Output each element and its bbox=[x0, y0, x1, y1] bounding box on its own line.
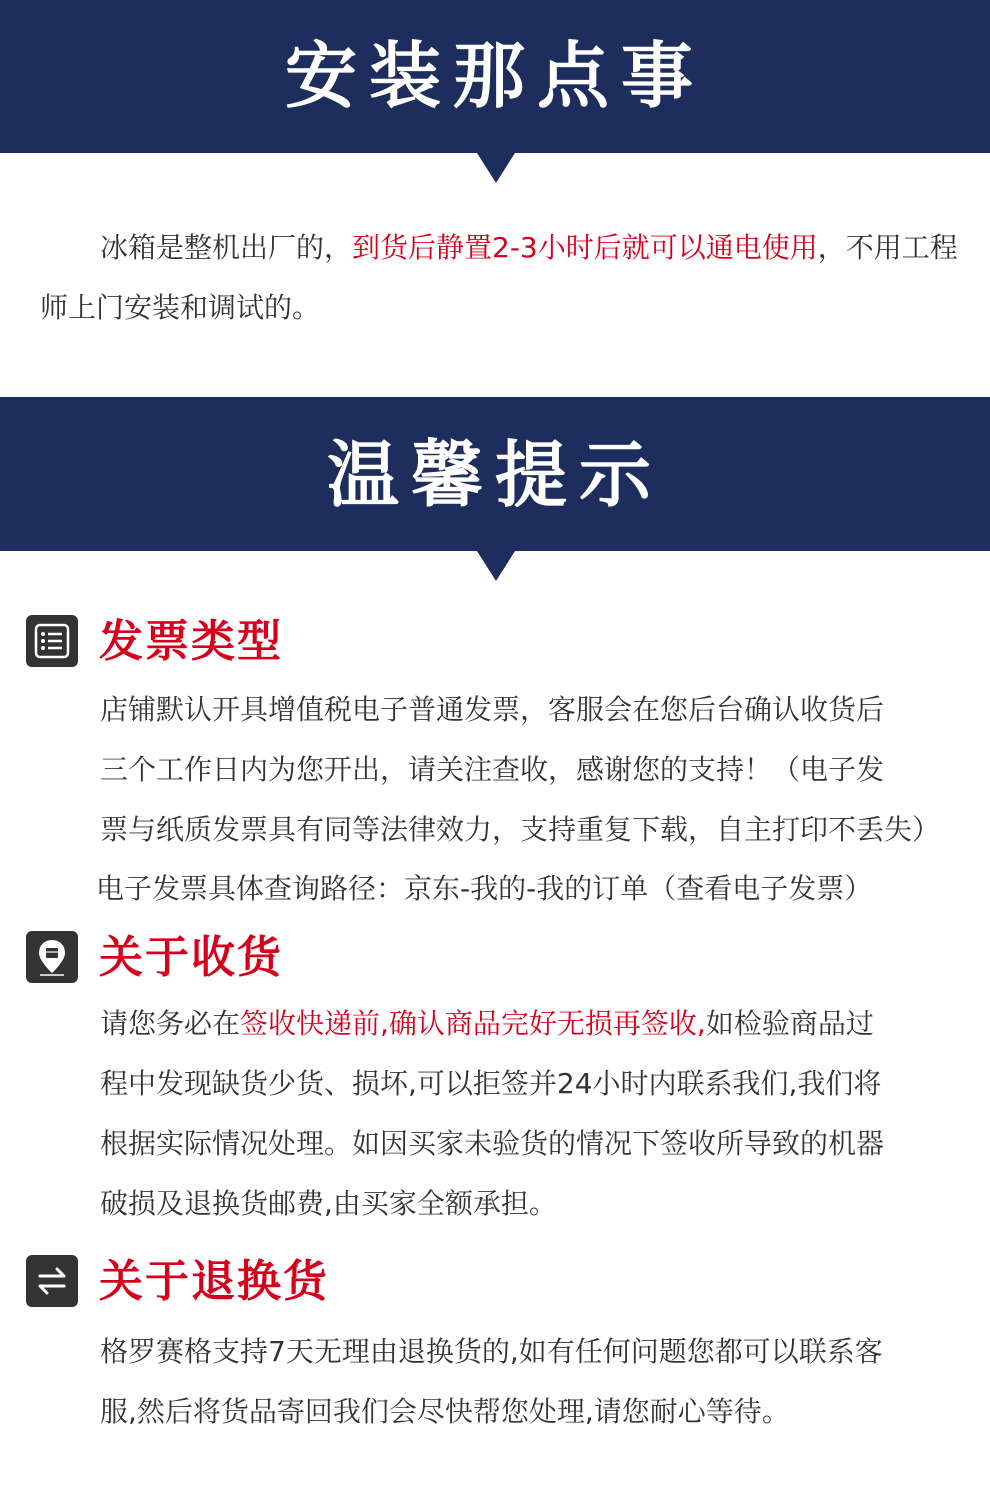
receipt-text-before: 请您务必在 bbox=[100, 1007, 241, 1040]
install-paragraph bbox=[40, 218, 960, 338]
install-banner-title: 安装那点事 bbox=[284, 34, 705, 118]
invoice-query-path: 电子发票具体查询路径：京东-我的-我的订单（查看电子发票） bbox=[96, 872, 873, 905]
exchange-arrows-icon bbox=[26, 1255, 78, 1307]
install-text-before: 冰箱是整机出厂的， bbox=[100, 231, 353, 264]
returns-heading: 关于退换货 bbox=[99, 1256, 329, 1307]
receipt-line: 程中发现缺货少货、损坏,可以拒签并24小时内联系我们,我们将 bbox=[100, 1067, 882, 1100]
invoice-paragraph bbox=[100, 680, 960, 860]
banner-notch bbox=[477, 153, 515, 183]
receipt-line: 破损及退换货邮费,由买家全额承担。 bbox=[100, 1187, 557, 1220]
install-text-after: ，不用工程师上门安装和调试的。 bbox=[40, 231, 958, 324]
receipt-line: 根据实际情况处理。如因买家未验货的情况下签收所导致的机器 bbox=[100, 1127, 885, 1160]
returns-line: 格罗赛格支持7天无理由退换货的,如有任何问题您都可以联系客 bbox=[100, 1335, 883, 1368]
tips-banner-title: 温馨提示 bbox=[326, 433, 663, 517]
receipt-line1-after: 如检验商品过 bbox=[705, 1007, 874, 1040]
tips-banner bbox=[0, 397, 990, 551]
receipt-line bbox=[100, 994, 950, 1054]
install-banner bbox=[0, 0, 990, 153]
invoice-line: 票与纸质发票具有同等法律效力，支持重复下载，自主打印不丢失） bbox=[100, 813, 941, 846]
receipt-paragraph bbox=[100, 994, 950, 1234]
receipt-text-highlight: 签收快递前,确认商品完好无损再签收, bbox=[240, 1007, 706, 1040]
install-text-highlight: 到货后静置2-3小时后就可以通电使用 bbox=[352, 231, 818, 264]
invoice-line: 店铺默认开具增值税电子普通发票，客服会在您后台确认收货后 bbox=[100, 693, 885, 726]
invoice-heading: 发票类型 bbox=[99, 616, 283, 667]
returns-line: 服,然后将货品寄回我们会尽快帮您处理,请您耐心等待。 bbox=[100, 1395, 790, 1428]
location-pin-icon bbox=[26, 931, 78, 983]
list-icon bbox=[26, 615, 78, 667]
invoice-line: 三个工作日内为您开出，请关注查收，感谢您的支持！（电子发 bbox=[100, 753, 885, 786]
banner-notch bbox=[477, 551, 515, 581]
returns-paragraph bbox=[100, 1322, 950, 1442]
receipt-heading: 关于收货 bbox=[99, 932, 283, 983]
